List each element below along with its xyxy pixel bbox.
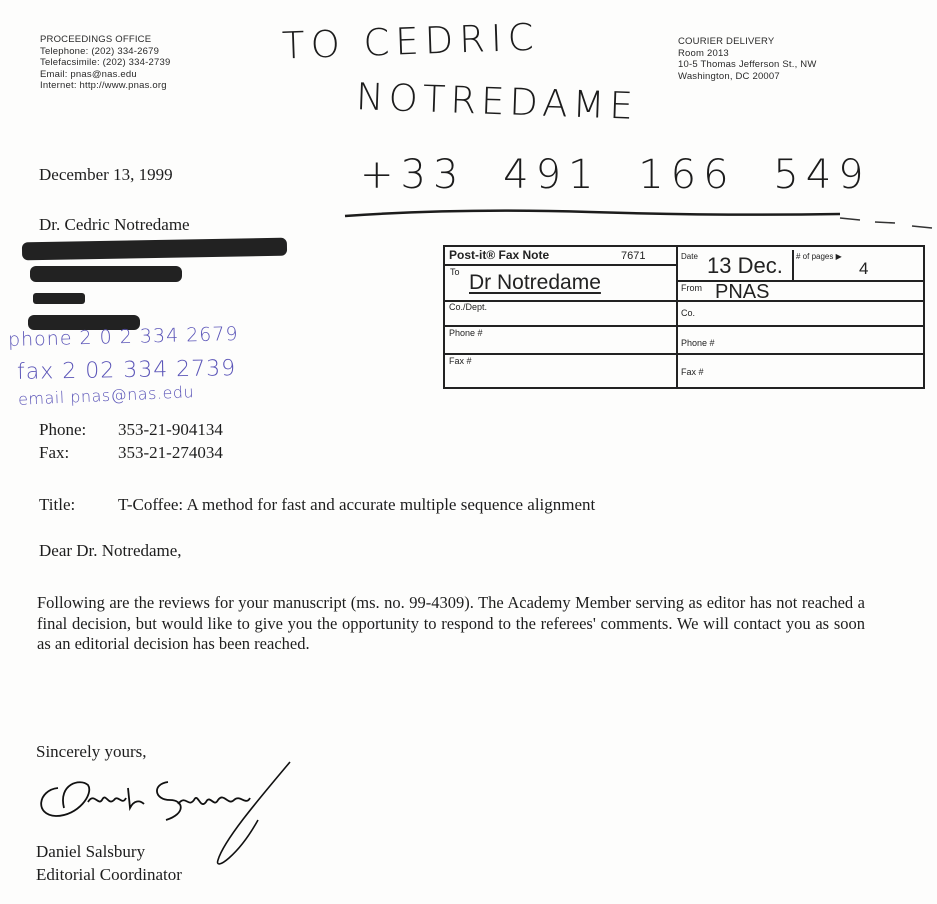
recipient-name: Dr. Cedric Notredame (39, 215, 190, 234)
handwritten-name-line: NOTREDAME (355, 75, 639, 128)
title-label: Title: (39, 495, 76, 514)
fax-value: 353-21-274034 (118, 443, 223, 462)
fax-note-co-dept-label: Co./Dept. (449, 302, 488, 312)
signer-title: Editorial Coordinator (36, 865, 182, 884)
courier-room: Room 2013 (678, 47, 729, 59)
redacted-address-line-3 (33, 293, 85, 304)
manuscript-title: T-Coffee: A method for fast and accurate multiple sequence alignment (118, 495, 596, 514)
phone-label: Phone: (39, 420, 87, 439)
fax-note-from-label: From (681, 283, 702, 293)
signer-name: Daniel Salsbury (36, 842, 146, 861)
handwritten-fax-number: +33 491 166 549 (360, 152, 871, 198)
letter-body: Following are the reviews for your manuscript (ms. no. 99-4309). The Academy Member serving as editor has not reached a final decision, but would like to give you the opportunity to respond to the referees' comments. We will contact you as soon as an editorial decision has been reached. (37, 593, 865, 653)
letterhead-right (678, 36, 817, 82)
salutation: Dear Dr. Notredame, (39, 541, 182, 560)
office-internet: Internet: http://www.pnas.org (40, 80, 167, 91)
fax-note-code: 7671 (621, 250, 646, 262)
handwritten-to-line: TO CEDRIC (281, 15, 541, 68)
note-phone: phone 2 0 2 334 2679 (7, 322, 239, 352)
letter-date: December 13, 1999 (39, 165, 173, 184)
post-it-fax-note (443, 245, 925, 389)
fax-note-phone2-label: Phone # (681, 338, 715, 348)
courier-street: 10-5 Thomas Jefferson St., NW (678, 59, 817, 70)
fax-note-date-value: 13 Dec. (707, 253, 783, 278)
note-email: email pnas@nas.edu (17, 382, 195, 409)
letterhead-left (40, 34, 170, 92)
fax-note-co-label: Co. (681, 308, 696, 318)
fax-note-pages-value: 4 (859, 259, 869, 278)
fax-note-from-value: PNAS (715, 281, 770, 303)
fax-note-date-label: Date (681, 252, 698, 261)
fax-note-to-value: Dr Notredame (469, 271, 601, 294)
office-telephone: Telephone: (202) 334-2679 (40, 45, 160, 57)
closing: Sincerely yours, (36, 742, 147, 761)
fax-note-pages-label: # of pages ▶ (796, 252, 842, 261)
handwritten-underline (340, 198, 937, 238)
redacted-address-line-1 (22, 238, 287, 261)
fax-note-phone-label: Phone # (449, 328, 483, 338)
office-telefacsimile: Telefacsimile: (202) 334-2739 (40, 57, 171, 68)
note-fax: fax 2 02 334 2739 (16, 356, 237, 385)
fax-note-to-label: To (450, 267, 460, 277)
office-name: PROCEEDINGS OFFICE (40, 34, 152, 45)
fax-note-fax2-label: Fax # (681, 367, 704, 377)
courier-city: Washington, DC 20007 (678, 70, 780, 82)
fax-note-brand: Post-it® Fax Note (449, 248, 550, 262)
office-email: Email: pnas@nas.edu (40, 68, 137, 80)
phone-value: 353-21-904134 (118, 420, 223, 439)
fax-label: Fax: (39, 443, 70, 462)
redacted-address-line-2 (30, 266, 182, 282)
courier-heading: COURIER DELIVERY (678, 36, 775, 47)
fax-note-fax-label: Fax # (449, 356, 472, 366)
